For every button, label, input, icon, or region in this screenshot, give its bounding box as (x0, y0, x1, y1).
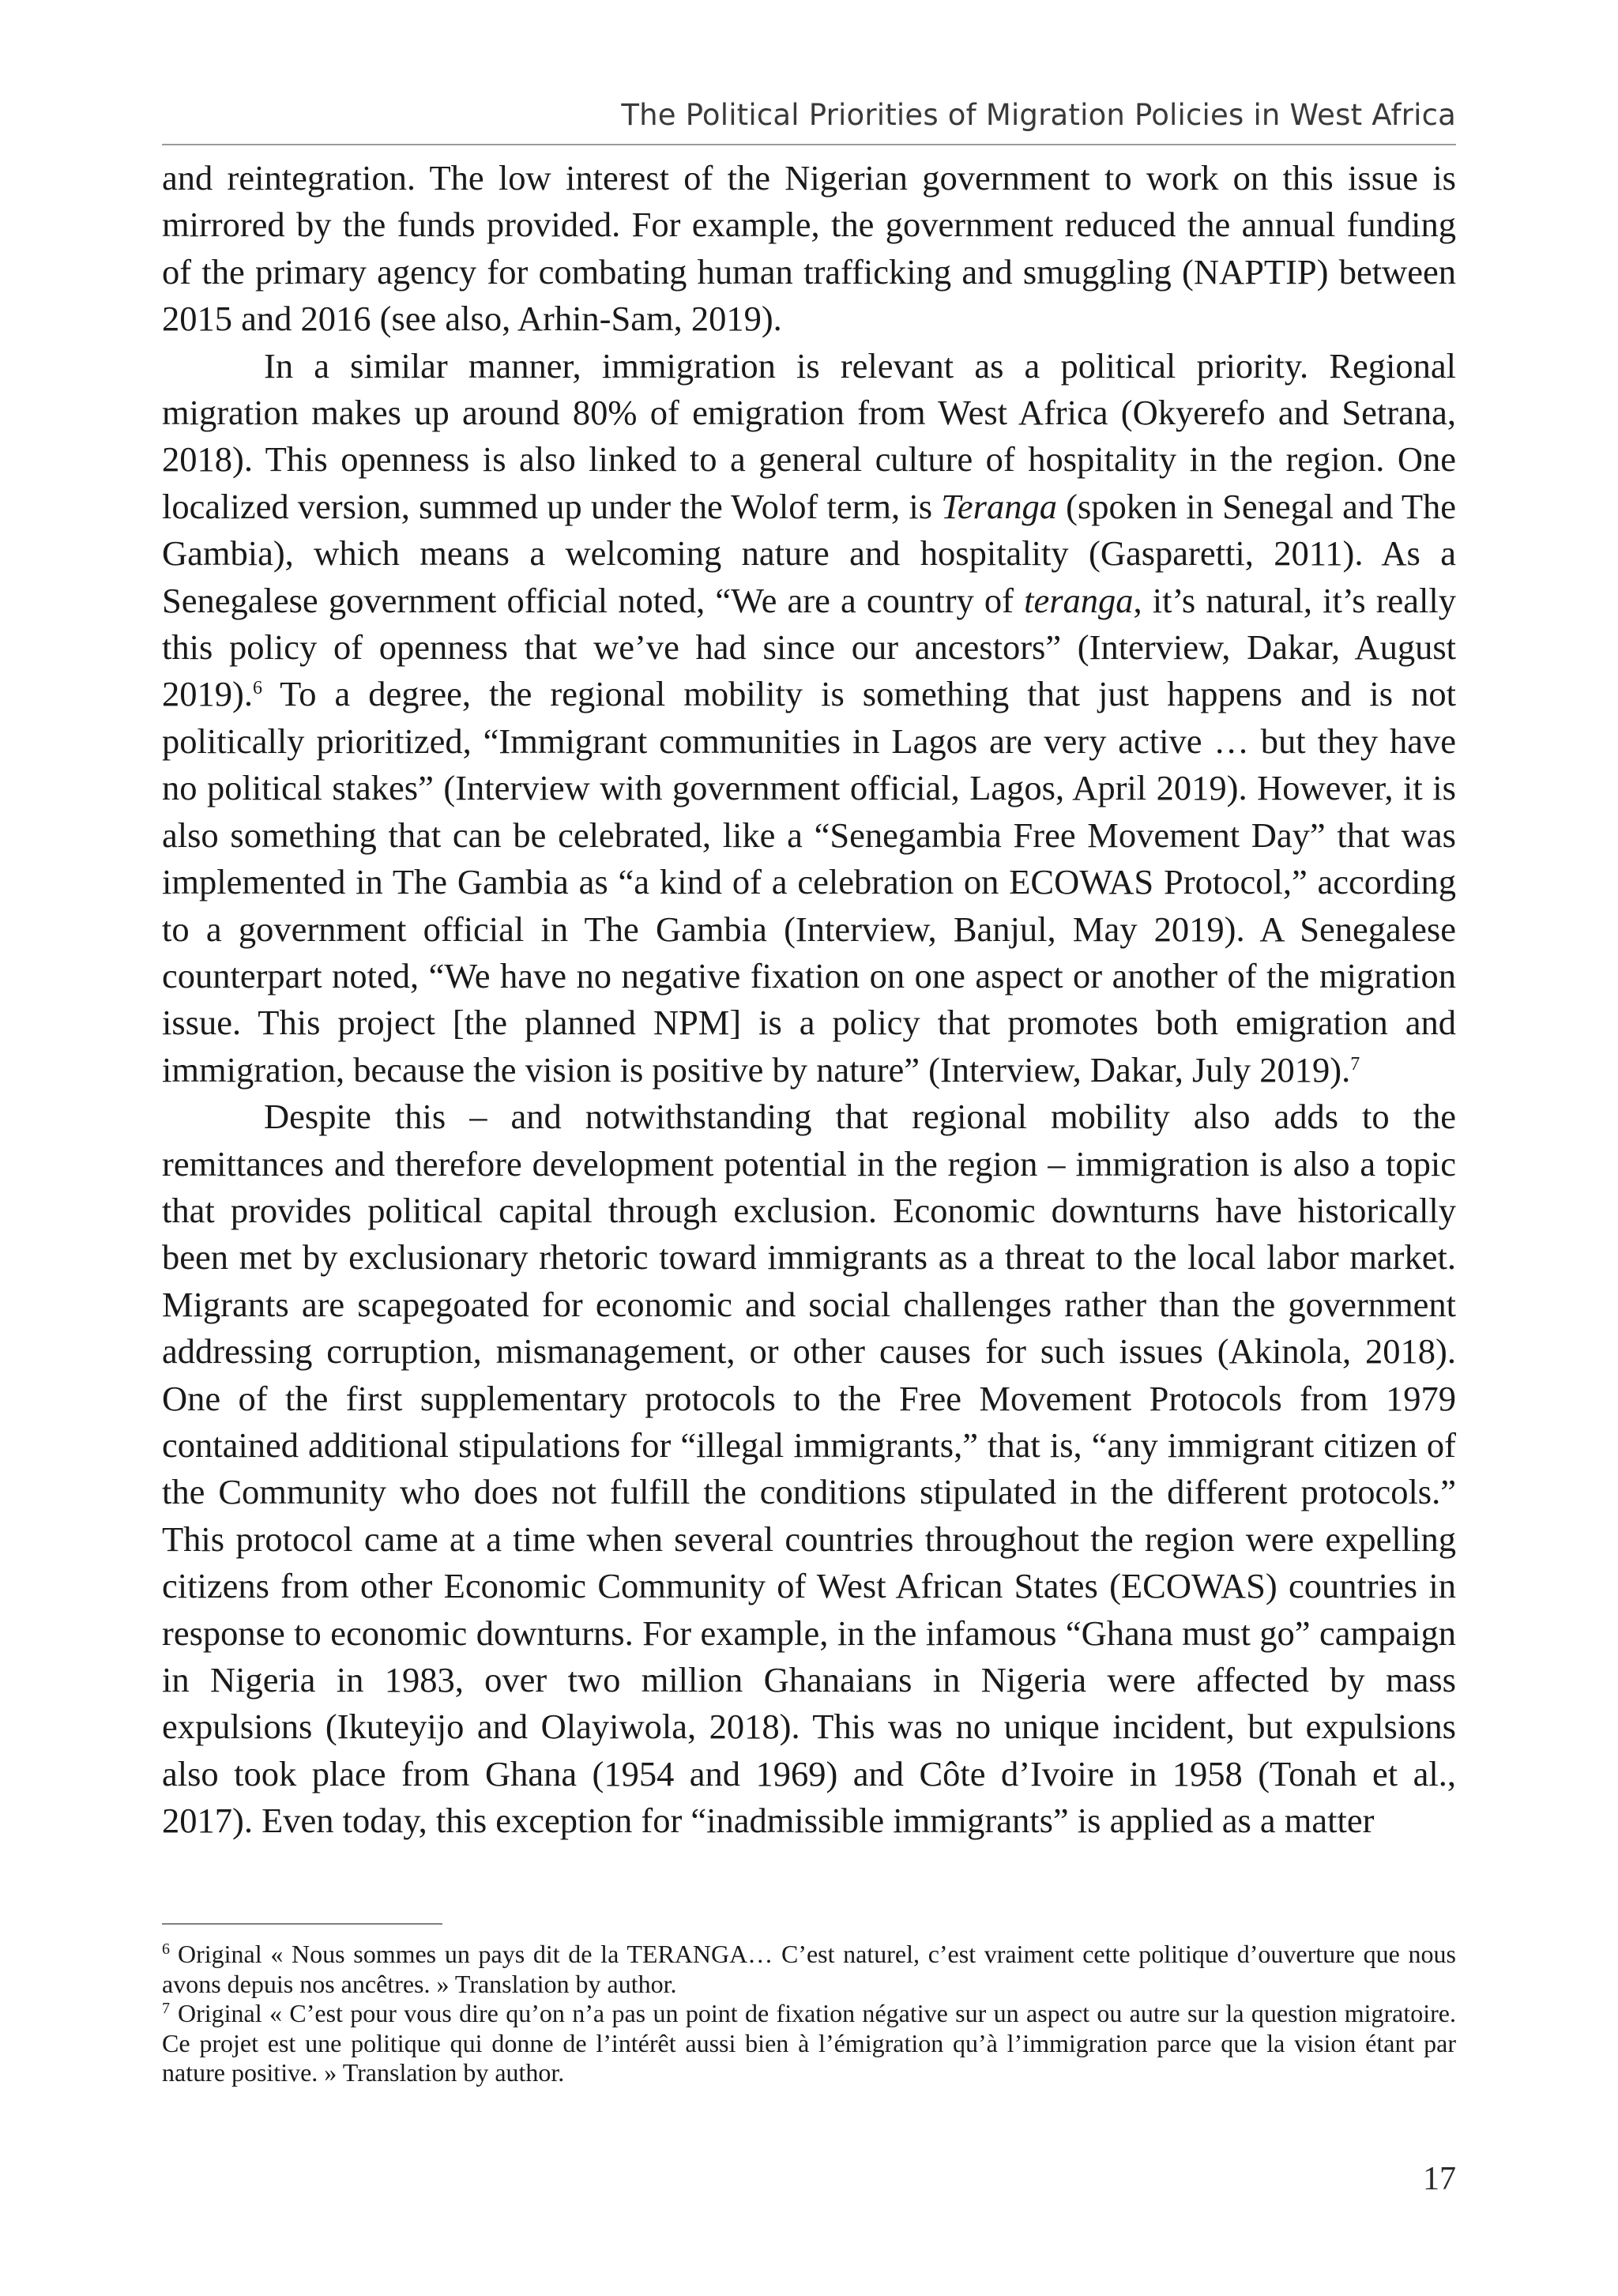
footnote-rule (162, 1923, 442, 1925)
footnote-7-text: Original « C’est pour vous dire qu’on n’a pas un point de fixation négative sur un aspect ou autre sur la question migratoire. Ce projet est une politique qui donne de l’intérêt aussi bien à l’émigration qu’à l’immigration parce que la vision étant par nature positive. » Translation by author. (162, 1999, 1456, 2087)
teranga-term-lowercase: teranga (1024, 580, 1134, 620)
footnote-7 (162, 1999, 1456, 2088)
paragraph-2 (162, 343, 1456, 1094)
paragraph-3: Despite this – and notwithstanding that regional mobility also adds to the remittances and therefore development potential in the region – immigration is also a topic that provides political capital through exclusion. Economic downturns have historically been met by exclusionary rhetoric toward immigrants as a threat to the local labor market. Migrants are scapegoated for economic and social challenges rather than the government addressing corruption, mismanagement, or other causes for such issues (Akinola, 2018). One of the first supplementary protocols to the Free Movement Protocols from 1979 contained additional stipulations for “illegal immigrants,” that is, “any immigrant citizen of the Community who does not fulfill the conditions stipulated in the different protocols.” This protocol came at a time when several countries throughout the region were expelling citizens from other Economic Community of West African States (ECOWAS) countries in response to economic downturns. For example, in the infamous “Ghana must go” campaign in Nigeria in 1983, over two million Ghanaians in Nigeria were affected by mass expulsions (Ikuteyijo and Olayiwola, 2018). This was no unique incident, but expulsions also took place from Ghana (1954 and 1969) and Côte d’Ivoire in 1958 (Tonah et al., 2017). Even today, this exception for “inadmissible immigrants” is applied as a matter (162, 1097, 1456, 1841)
body-text (162, 155, 1456, 1845)
page-number: 17 (1423, 2161, 1456, 2197)
paragraph-2-part-b: (spoken in Senegal and The Gambia), which means a welcoming nature and hospitality (Gasparetti, 2011). As a Senegalese government official noted, “We are a country of (162, 486, 1456, 620)
footnote-ref-7[interactable]: 7 (1350, 1053, 1360, 1075)
footnote-6 (162, 1940, 1456, 1999)
running-head: The Political Priorities of Migration Policies in West Africa (621, 98, 1456, 132)
paragraph-2-part-a: In a similar manner, immigration is relevant as a political priority. Regional migration makes up around 80% of emigration from West Africa (Okyerefo and Setrana, 2018). This openness is also linked to a general culture of hospitality in the region. One localized version, summed up under the Wolof term, is (162, 345, 1456, 526)
footnote-6-text: Original « Nous sommes un pays dit de la TERANGA… C’est naturel, c’est vraiment cette politique d’ouverture que nous avons depuis nos ancêtres. » Translation by author. (162, 1940, 1456, 1998)
paragraph-2-part-c: , it’s natural, it’s really this policy of openness that we’ve had since our ancestors” (Interview, Dakar, August 2019). (162, 580, 1456, 714)
header-rule (162, 144, 1456, 145)
footnote-7-number: 7 (162, 2000, 170, 2017)
teranga-term: Teranga (941, 486, 1057, 526)
footnote-ref-6[interactable]: 6 (252, 678, 262, 699)
paragraph-2-part-d: To a degree, the regional mobility is something that just happens and is not politically prioritized, “Immigrant communities in Lagos are very active … but they have no political stakes” (Interview with government official, Lagos, April 2019). However, it is also something that can be celebrated, like a “Senegambia Free Movement Day” that was implemented in The Gambia as “a kind of a celebration on ECOWAS Protocol,” according to a government official in The Gambia (Interview, Banjul, May 2019). A Senegalese counterpart noted, “We have no negative fixation on one aspect or another of the migration issue. This project [the planned NPM] is a policy that promotes both emigration and immigration, because the vision is positive by nature” (Interview, Dakar, July 2019). (162, 674, 1456, 1090)
paragraph-1: and reintegration. The low interest of the Nigerian government to work on this issue is mirrored by the funds provided. For example, the government reduced the annual funding of the primary agency for combating human trafficking and smuggling (NAPTIP) between 2015 and 2016 (see also, Arhin-Sam, 2019). (162, 158, 1456, 339)
footnotes (162, 1940, 1456, 2088)
footnote-6-number: 6 (162, 1940, 170, 1958)
